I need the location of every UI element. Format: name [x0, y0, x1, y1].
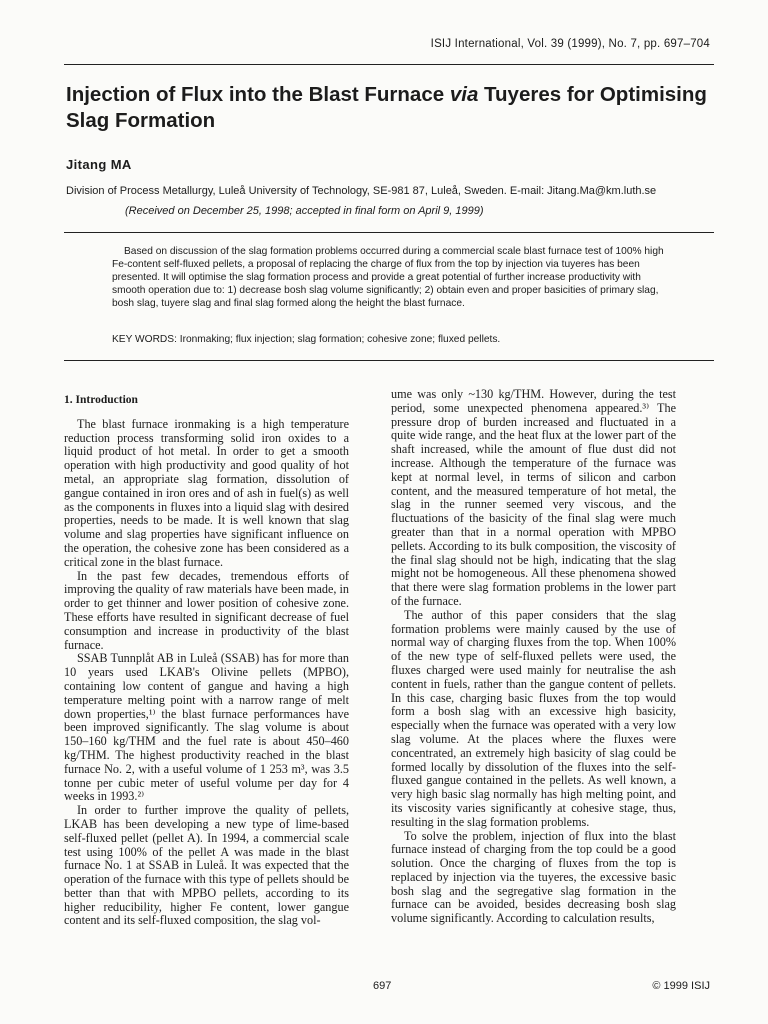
copyright: © 1999 ISIJ: [652, 980, 710, 992]
paragraph: The author of this paper considers that the slag formation problems were mainly caused by the use of normal way of charging fluxes from the top. When 100% of the new type of self-fluxed pellets were used, the fluxes charged were used mainly for neutralise the ash content in fuels, rather than the gangue content of pellets. In this case, charging basic fluxes from the top would form a bosh slag with an excessive high basicity, especially when the furnace was operated with a very low slag volume. At the places where the fluxes were concentrated, an extremely high basicity of slag could be formed locally by dissolution of the fluxes into the self-fluxed gangue contained in the pellets. As well known, a very high basic slag normally has high melting point, and its viscosity varies significantly at cohesive stage, thus, resulting in the slag formation problems.: [391, 607, 676, 829]
paragraph: To solve the problem, injection of flux into the blast furnace instead of charging from the top could be a good solution. Once the charging of fluxes from the top is replaced by injection via the tuyeres, the excessive basic bosh slag and the segregative slag formation in the furnace can be avoided, besides decreasing bosh slag volume significantly. According to calculation results,: [391, 828, 676, 926]
received-dates: (Received on December 25, 1998; accepted in final form on April 9, 1999): [125, 205, 484, 217]
abstract-bottom-rule: [64, 360, 714, 361]
journal-reference: ISIJ International, Vol. 39 (1999), No. 7, pp. 697–704: [430, 38, 710, 50]
author-name: Jitang MA: [66, 157, 132, 172]
paper-title: Injection of Flux into the Blast Furnace via Tuyeres for Optimising Slag Formation: [66, 83, 707, 132]
paragraph: The blast furnace ironmaking is a high temperature reduction process transforming solid iron oxides to a liquid product of hot metal. In order to get a smooth operation with high productivity and good quality of hot metal, an appropriate slag formation, dissolution of gangue contained in iron ores and of ash in fuel(s) as well as the components in fluxes into a liquid slag with desired properties, needs to be made. It is well known that slag volume and slag properties have significant influence on the operation, the cohesive zone has been considered as a critical zone in the blast furnace.: [64, 416, 349, 569]
abstract-top-rule: [64, 232, 714, 233]
right-column: [391, 388, 676, 926]
paragraph: SSAB Tunnplåt AB in Luleå (SSAB) has for more than 10 years used LKAB's Olivine pellets (MPBO), containing low content of gangue and having a high temperature melting point with a narrow range of melt down properties,¹⁾ the blast furnace performances have been improved significantly. The slag volume is about 150–160 kg/THM and the fuel rate is about 450–460 kg/THM. The highest productivity reached in the blast furnace No. 2, with a useful volume of 1 253 m³, was 3.5 tonne per cubic meter of useful volume per day for 4 weeks in 1993.²⁾: [64, 651, 349, 804]
paragraph: In order to further improve the quality of pellets, LKAB has been developing a new type of lime-based self-fluxed pellet (pellet A). In 1994, a commercial scale test using 100% of the pellet A was made in the blast furnace No. 1 at SSAB in Luleå. It was expected that the operation of the furnace with this type of pellets should be better than that with MPBO pellets, according to its higher reducibility, higher Fe content, lower gangue content and its self-fluxed composition, the slag vol-: [64, 803, 349, 928]
page-number: 697: [373, 980, 392, 992]
paragraph: In the past few decades, tremendous efforts of improving the quality of raw materials have been made, in order to get thinner and lower position of cohesive zone. These efforts have resulted in significant decrease of fuel consumption and increase in productivity of the blast furnace.: [64, 568, 349, 652]
left-column: [64, 388, 349, 928]
author-affiliation: Division of Process Metallurgy, Luleå University of Technology, SE-981 87, Luleå, Sweden. E-mail: Jitang.Ma@km.luth.se: [66, 185, 657, 197]
header-rule: [64, 64, 714, 65]
paragraph: ume was only ~130 kg/THM. However, during the test period, some unexpected phenomena appeared.³⁾ The pressure drop of burden increased and fluctuated in a quite wide range, and the heat flux at the lower part of the shaft increased, while the amount of flue dust did not increase. Although the temperature of the furnace was kept at normal level, in terms of silicon and carbon content, and the measured temperature of hot metal, the slag in the runner seemed very viscous, and the fluctuations of the basicity of the final slag were much greater than that in a normal operation with MPBO pellets. According to its bulk composition, the viscosity of the final slag should not be high, indicating that the slag might not be homogeneous. All these phenomena showed that there were slag formation problems in the lower part of the furnace.: [391, 387, 676, 608]
abstract: Based on discussion of the slag formation problems occurred during a commercial scale blast furnace test of 100% high Fe-content self-fluxed pellets, a proposal of replacing the charge of flux from the top by injection via tuyeres has been presented. It will optimise the slag formation process and provide a great potential of further increase productivity with smooth operation due to: 1) decrease bosh slag volume significantly; 2) obtain even and proper basicities of primary slag, bosh slag, tuyere slag and final slag formed along the height the blast furnace.: [112, 246, 664, 309]
keywords: KEY WORDS: Ironmaking; flux injection; slag formation; cohesive zone; fluxed pellets.: [112, 334, 501, 345]
section-heading: 1. Introduction: [64, 394, 138, 406]
